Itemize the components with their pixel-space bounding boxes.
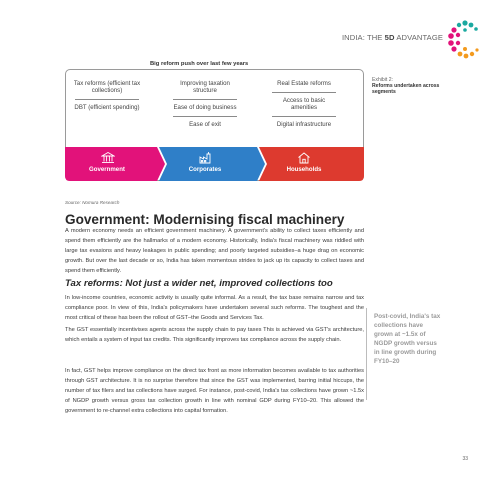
reform-item: Ease of exit <box>189 120 221 128</box>
reform-item: Ease of doing business <box>173 104 237 112</box>
reform-item: Digital infrastructure <box>276 120 332 128</box>
reform-item: Improving taxation structure <box>180 80 230 95</box>
reform-item: Real Estate reforms <box>277 80 331 87</box>
header-title-bold: 5D <box>384 33 395 42</box>
segment-government <box>65 147 165 181</box>
subsection-heading: Tax reforms: Not just a wider net, improved collections too <box>65 278 333 289</box>
header-title-prefix: INDIA: THE <box>341 33 385 42</box>
page-number: 33 <box>462 456 468 462</box>
section-heading: Government: Modernising fiscal machinery <box>65 212 345 227</box>
reform-column-households <box>269 80 339 131</box>
reform-item: Tax reforms (efficient tax collections) <box>73 80 141 95</box>
source-note: Source: Nomura Research <box>65 200 120 205</box>
body-paragraph: The GST essentially incentivises agents across the supply chain to pay taxes This is achieved via GST's architecture, which entails a system of input tax credits. This significantly improves tax compliance across the supply chain. <box>65 327 364 343</box>
brand-logo-icon <box>445 19 479 59</box>
house-icon <box>297 151 311 164</box>
divider <box>173 99 237 100</box>
segment-households <box>259 147 364 181</box>
segment-label-households: Households <box>286 166 322 173</box>
page-header-title <box>342 33 443 42</box>
exhibit-title: Reforms undertaken across segments <box>372 82 440 95</box>
government-building-icon <box>101 151 115 164</box>
diagram-title: Big reform push over last few years <box>150 61 249 67</box>
reform-column-corporates <box>170 80 240 131</box>
reform-item: Access to basic amenities <box>282 96 326 112</box>
section-intro-paragraph: A modern economy needs an efficient government machinery. A government's ability to collect taxes efficiently and spend them efficiently are the hallmarks of a modern economy. Historically, India's fiscal machinery was riddled with large tax evasions and heavy leakages in public spending; and poorly targeted subsidies–a huge drag on economic growth. But over the last decade or so, India has taken momentous strides to jack up its capacity to collect taxes and spend them efficiently. <box>65 228 364 274</box>
segment-label-corporates: Corporates <box>188 166 222 173</box>
body-paragraph: In fact, GST helps improve compliance on the direct tax front as more information becomes available to tax authorities through GST architecture. It is no surprise therefore that since the GST was implemented, barring initial hiccups, the number of tax filers and tax collections have surged. For instance, post-covid, India's tax collections have grown ~1.5x of NGDP growth versus gross tax collection growth in line with nominal GDP during FY10–20. This allowed the government to re-channel extra collections into capital formation. <box>65 368 364 414</box>
divider <box>272 116 336 117</box>
callout-text: Post-covid, India's tax collections have grown at ~1.5x of NGDP growth versus in line growth during FY10–20 <box>374 313 441 366</box>
divider <box>173 116 237 117</box>
divider <box>272 92 336 93</box>
divider <box>75 99 139 100</box>
sidebar-callout <box>366 308 442 400</box>
exhibit-caption <box>372 78 452 95</box>
reform-item: DBT (efficient spending) <box>74 104 140 112</box>
reform-column-government <box>72 80 142 114</box>
factory-icon <box>199 151 213 164</box>
segment-label-government: Government <box>89 166 125 173</box>
body-paragraph: In low-income countries, economic activity is usually quite informal. As a result, the tax base remains narrow and tax compliance poor. In view of this, India's policymakers have undertaken several such reforms. The toughest and the most critical of these has been the rollout of GST–the Goods and Services Tax. <box>65 295 364 321</box>
header-title-suffix: ADVANTAGE <box>394 33 443 42</box>
exhibit-number: Exhibit 2: <box>372 77 393 83</box>
